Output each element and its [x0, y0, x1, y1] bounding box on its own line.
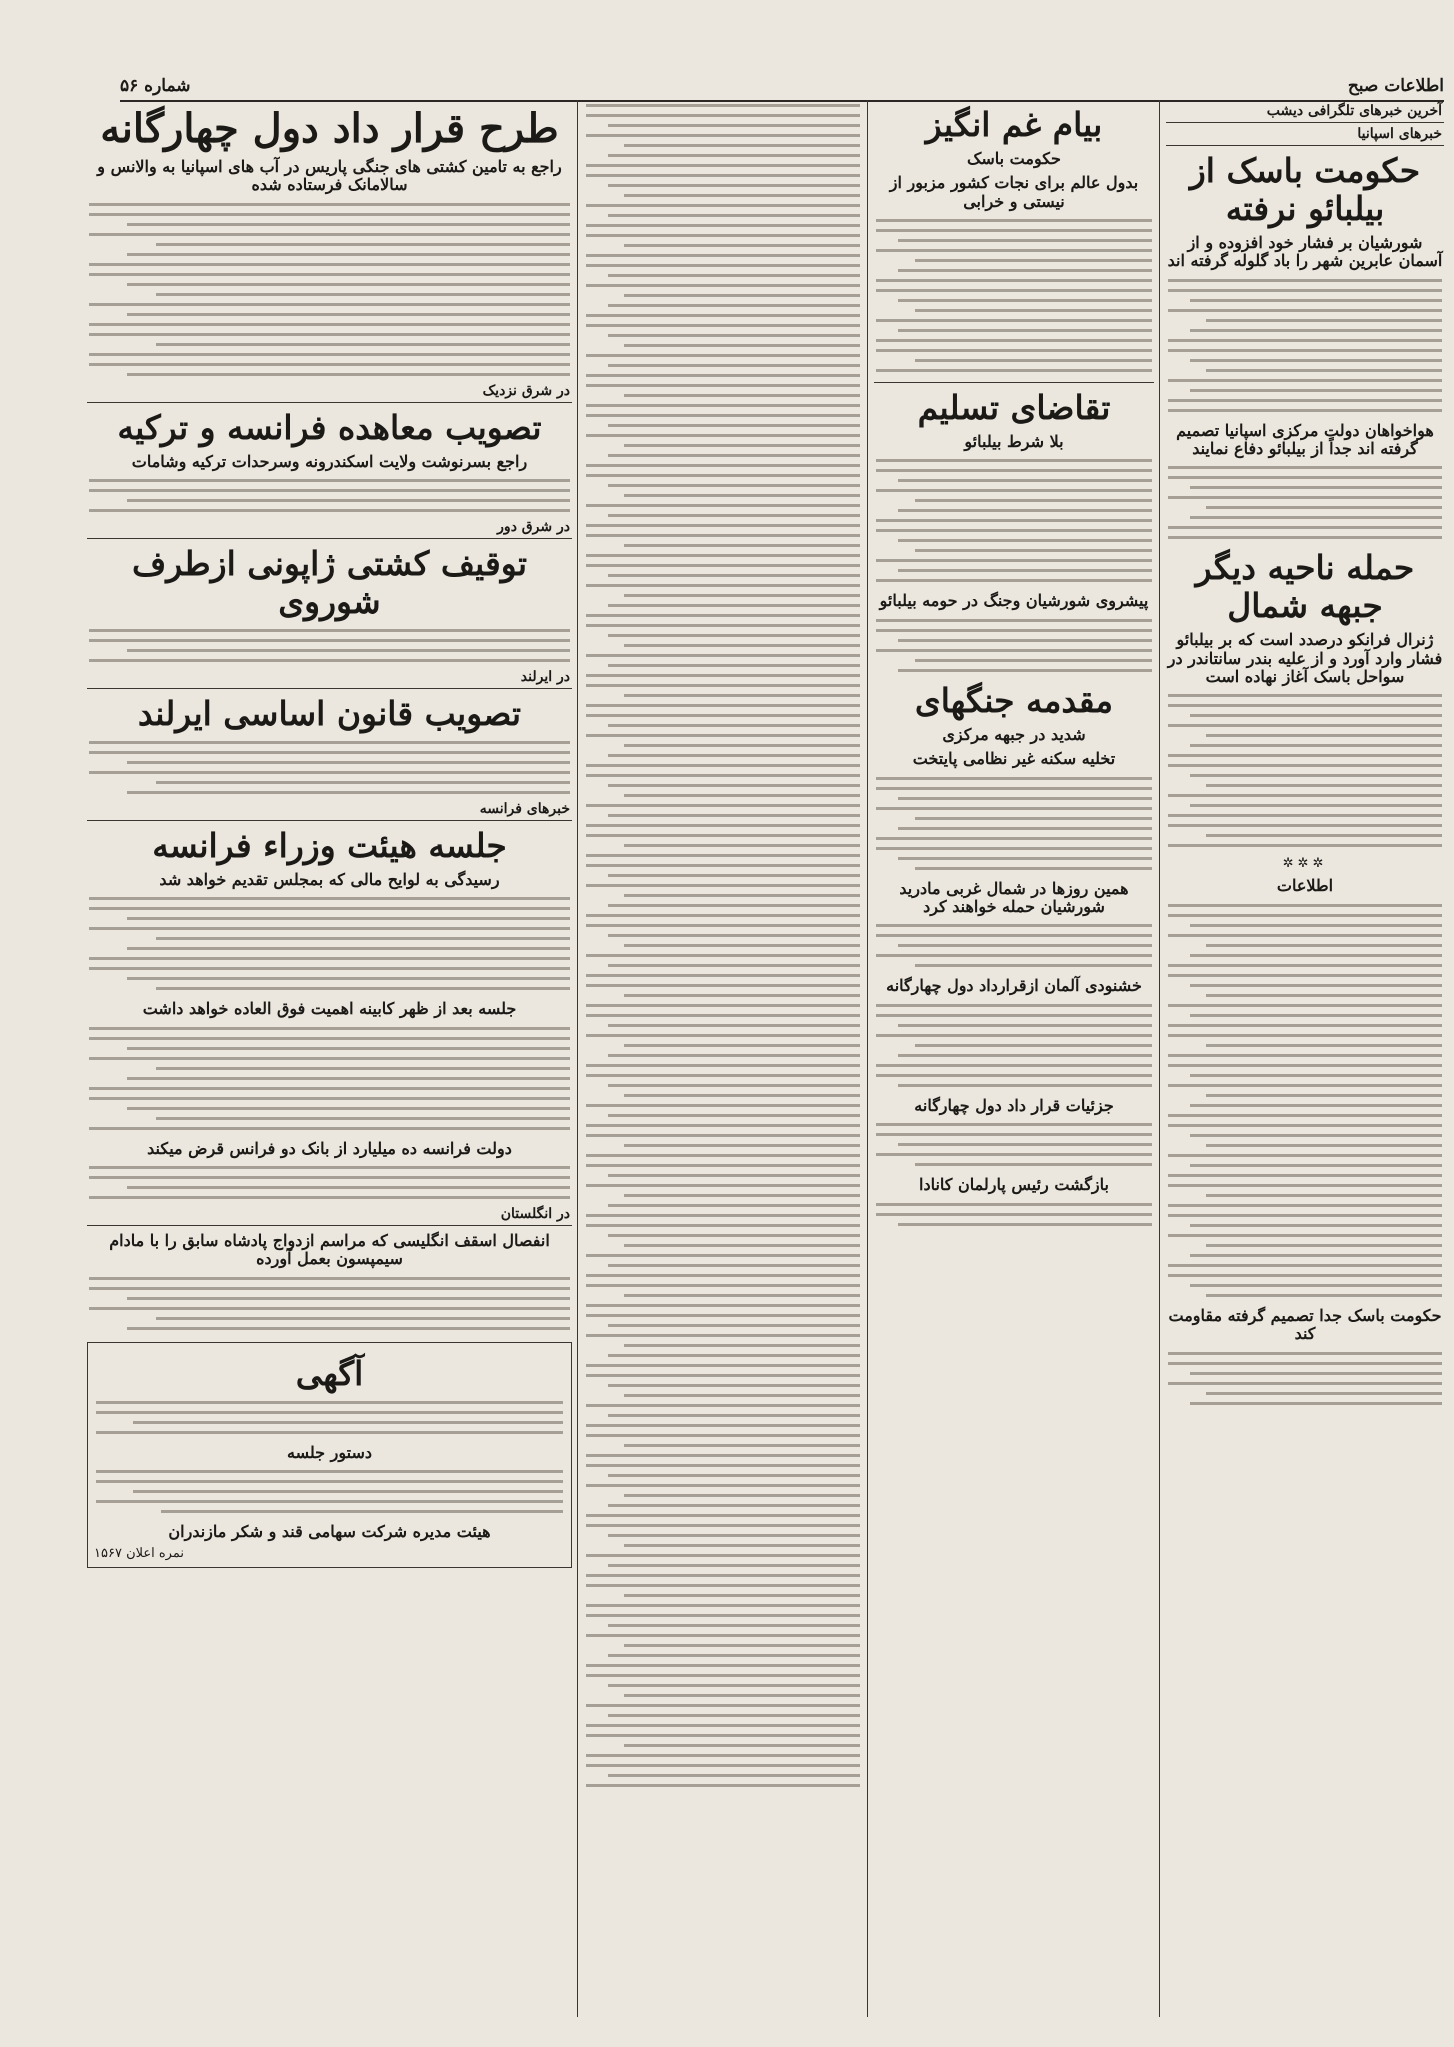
body-text: [87, 893, 572, 994]
headline: مقدمه جنگهای: [914, 680, 1114, 720]
headline: اطلاعات: [1276, 876, 1334, 896]
body-text: [874, 1119, 1154, 1170]
subheadline: شورشیان بر فشار خود افزوده و از آسمان عابرین شهر را باد گلوله گرفته اند: [1167, 232, 1443, 271]
section-label: خبرهای فرانسه: [87, 798, 572, 821]
ad-title: آگهی: [295, 1353, 364, 1393]
headline: جلسه هیئت وزراء فرانسه: [152, 825, 507, 865]
masthead: [120, 72, 1444, 102]
kicker: آخرین خبرهای تلگرافی دیشب: [1166, 100, 1444, 123]
column-rule: [867, 100, 868, 2017]
headline: پیشروی شورشیان وجنگ در حومه بیلبائو: [879, 591, 1149, 611]
section-label: در شرق دور: [87, 516, 572, 539]
body-text: [87, 199, 572, 380]
subheadline: راجع بسرنوشت ولایت اسکندرونه وسرحدات ترکیه وشامات: [131, 451, 528, 471]
body-text: [874, 773, 1154, 874]
section-label: در انگلستان: [87, 1203, 572, 1226]
headline: حکومت باسک از بیلبائو نرفته: [1189, 151, 1421, 228]
ad-subtitle: دستور جلسه: [287, 1442, 372, 1462]
subheadline: جلسه بعد از ظهر کابینه اهمیت فوق العاده خواهد داشت: [142, 999, 517, 1019]
headline: هواخواهان دولت مرکزی اسپانیا تصمیم گرفته اند جداً از بیلبائو دفاع نمایند: [1176, 420, 1434, 459]
ad-number: نمره اعلان ۱۵۶۷: [94, 1545, 184, 1561]
paper-name: اطلاعات صبح: [1347, 76, 1444, 96]
column-rule: [577, 100, 578, 2017]
column-a: [1166, 100, 1444, 2017]
column-c: [584, 100, 862, 2017]
headline: طرح قرار داد دول چهارگانه: [100, 105, 559, 152]
body-text: [87, 1023, 572, 1134]
headline: انفصال اسقف انگلیسی که مراسم ازدواج پادشاه سابق را با مادام سیمپسون بعمل آورده: [109, 1231, 550, 1269]
headline: توقیف کشتی ژاپونی ازطرف شوروی: [131, 544, 528, 622]
body-text: [874, 455, 1154, 586]
subheadline: شدید در جبهه مرکزی: [942, 724, 1086, 744]
headline: بیام غم انگیز: [925, 105, 1103, 144]
column-b: [874, 100, 1154, 2017]
column-rule: [1159, 100, 1160, 2017]
subheadline: راجع به تامین کشتی های جنگی پاریس در آب های اسپانیا به والانس و سالامانک فرستاده شده: [97, 157, 562, 195]
body-text: [1166, 690, 1444, 851]
body-text: [87, 1162, 572, 1203]
headline: تقاضای تسلیم: [917, 388, 1111, 428]
body-text: [87, 475, 572, 516]
body-text: [874, 1199, 1154, 1230]
headline: تصویب معاهده فرانسه و ترکیه: [117, 407, 542, 447]
body-text: [87, 1273, 572, 1334]
subheadline: رسیدگی به لوایح مالی که بمجلس تقدیم خواهد شد: [159, 869, 500, 889]
body-text: [584, 100, 862, 1791]
column-d: [87, 100, 572, 2017]
body-text: [874, 920, 1154, 971]
body-text: [874, 215, 1154, 376]
body-text: [1166, 462, 1444, 543]
ad-signature: هیئت مدیره شرکت سهامی قند و شکر مازندران: [168, 1522, 491, 1542]
subheadline: تخلیه سکنه غیر نظامی پایتخت: [912, 749, 1116, 769]
section-label: در شرق نزدیک: [87, 380, 572, 403]
subheadline: دولت فرانسه ده میلیارد از بانک دو فرانس قرض میکند: [147, 1138, 512, 1158]
headline: حمله ناحیه دیگر جبهه شمال: [1195, 548, 1415, 626]
issue-number: شماره ۵۶: [120, 76, 191, 96]
body-text: [87, 737, 572, 798]
headline: همین روزها در شمال غربی مادرید شورشیان حمله خواهند کرد: [899, 878, 1129, 916]
body-text: [1166, 900, 1444, 1301]
headline: بازگشت رئیس پارلمان کانادا: [919, 1175, 1109, 1195]
star-divider: ✲✲✲: [1282, 856, 1328, 872]
body-text: [94, 1466, 565, 1517]
body-text: [874, 615, 1154, 676]
subheadline: بلا شرط بیلبائو: [964, 432, 1064, 452]
subheadline: ژنرال فرانکو درصدد است که بر بیلبائو فشار وارد آورد و از علیه بندر سانتاندر در سواحل باسک آغاز نهاده است: [1167, 630, 1443, 687]
subkicker: خبرهای اسپانیا: [1166, 123, 1444, 146]
headline: جزئیات قرار داد دول چهارگانه: [914, 1095, 1114, 1115]
section-label: در ایرلند: [87, 666, 572, 689]
body-text: [94, 1397, 565, 1438]
body-text: [87, 625, 572, 666]
subheadline: حکومت باسک: [967, 148, 1061, 168]
headline: خشنودی آلمان ازقرارداد دول چهارگانه: [886, 976, 1142, 996]
body-text: [1166, 1348, 1444, 1409]
advertisement: [87, 1342, 572, 1568]
body-text: [874, 1000, 1154, 1091]
divider: [874, 382, 1154, 383]
subheadline: بدول عالم برای نجات کشور مزبور از نیستی و خرابی: [889, 173, 1139, 211]
headline: تصویب قانون اساسی ایرلند: [137, 693, 522, 733]
body-text: [1166, 275, 1444, 416]
headline: حکومت باسک جدا تصمیم گرفته مقاومت کند: [1168, 1305, 1442, 1344]
